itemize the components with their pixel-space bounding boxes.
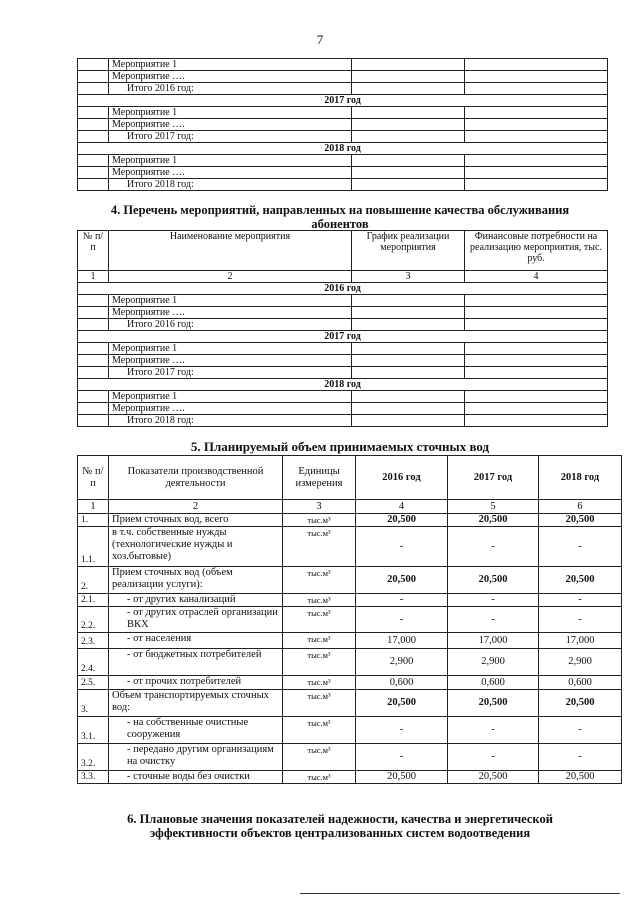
value-cell: -	[448, 744, 539, 771]
row-number: 2.	[78, 567, 109, 594]
year-row	[78, 95, 608, 107]
section5-title: 5. Планируемый объем принимаемых сточных вод	[190, 439, 490, 454]
cell-measure-name: Мероприятие ….	[109, 403, 352, 415]
col-header-indicator: Показатели производственной деятельности	[109, 456, 283, 500]
cell-finance	[465, 59, 608, 71]
indicator-row	[78, 690, 622, 717]
cell-measure-name: Итого 2017 год:	[109, 131, 352, 143]
measure-row	[78, 355, 608, 367]
cell-finance	[465, 155, 608, 167]
cell-num	[78, 83, 109, 95]
value-cell: -	[356, 527, 448, 567]
value-cell: -	[356, 607, 448, 633]
cell-finance	[465, 319, 608, 331]
col-number: 4	[465, 271, 608, 283]
cell-schedule	[352, 295, 465, 307]
cell-measure-name: Мероприятие 1	[109, 107, 352, 119]
cell-num	[78, 59, 109, 71]
cell-schedule	[352, 367, 465, 379]
cell-num	[78, 71, 109, 83]
unit-cell: тыс.м³	[283, 717, 356, 744]
value-cell: 17,000	[539, 633, 622, 649]
row-number: 3.1.	[78, 717, 109, 744]
unit-cell: тыс.м³	[283, 514, 356, 527]
cell-finance	[465, 83, 608, 95]
indicator-name: - на собственные очистные сооружения	[109, 717, 283, 744]
cell-finance	[465, 415, 608, 427]
cell-measure-name: Мероприятие ….	[109, 307, 352, 319]
indicator-name: - от бюджетных потребителей	[109, 649, 283, 676]
cell-measure-name: Мероприятие ….	[109, 355, 352, 367]
cell-measure-name: Мероприятие ….	[109, 119, 352, 131]
value-cell: 20,500	[448, 771, 539, 784]
cell-finance	[465, 403, 608, 415]
cell-measure-name: Мероприятие ….	[109, 71, 352, 83]
measure-row	[78, 179, 608, 191]
cell-num	[78, 155, 109, 167]
col-header-schedule: График реализации мероприятия	[352, 231, 465, 271]
cell-num	[78, 295, 109, 307]
col-number: 6	[539, 500, 622, 514]
cell-schedule	[352, 319, 465, 331]
indicator-row	[78, 717, 622, 744]
cell-measure-name: Мероприятие 1	[109, 295, 352, 307]
cell-num	[78, 355, 109, 367]
col-number: 4	[356, 500, 448, 514]
measure-row	[78, 403, 608, 415]
cell-measure-name: Итого 2017 год:	[109, 367, 352, 379]
value-cell: 2,900	[539, 649, 622, 676]
measure-row	[78, 415, 608, 427]
year-row	[78, 143, 608, 155]
value-cell: 20,500	[356, 567, 448, 594]
value-cell: 20,500	[356, 771, 448, 784]
cell-finance	[465, 367, 608, 379]
indicator-row	[78, 676, 622, 690]
value-cell: 20,500	[356, 514, 448, 527]
measure-row	[78, 131, 608, 143]
cell-schedule	[352, 119, 465, 131]
indicator-row	[78, 744, 622, 771]
col-number: 5	[448, 500, 539, 514]
value-cell: -	[356, 744, 448, 771]
value-cell: -	[448, 527, 539, 567]
col-number: 1	[78, 271, 109, 283]
year-label: 2017 год	[78, 95, 608, 107]
col-number: 2	[109, 271, 352, 283]
unit-cell: тыс.м³	[283, 527, 356, 567]
cell-num	[78, 403, 109, 415]
value-cell: -	[356, 594, 448, 607]
row-number: 1.	[78, 514, 109, 527]
value-cell: 2,900	[356, 649, 448, 676]
value-cell: -	[448, 607, 539, 633]
cell-num	[78, 167, 109, 179]
cell-num	[78, 367, 109, 379]
measure-row	[78, 71, 608, 83]
measure-row	[78, 119, 608, 131]
col-number: 3	[352, 271, 465, 283]
indicator-name: - от других отраслей организации ВКХ	[109, 607, 283, 633]
value-cell: 20,500	[356, 690, 448, 717]
cell-finance	[465, 391, 608, 403]
year-label: 2016 год	[78, 283, 608, 295]
col-header-num: № п/п	[78, 456, 109, 500]
indicator-name: в т.ч. собственные нужды (технологические нужды и хоз.бытовые)	[109, 527, 283, 567]
measure-row	[78, 307, 608, 319]
cell-measure-name: Итого 2016 год:	[109, 319, 352, 331]
indicator-name: - сточные воды без очистки	[109, 771, 283, 784]
cell-schedule	[352, 167, 465, 179]
row-number: 2.2.	[78, 607, 109, 633]
measure-row	[78, 295, 608, 307]
cell-num	[78, 131, 109, 143]
value-cell: -	[356, 717, 448, 744]
indicator-row	[78, 594, 622, 607]
indicator-name: - передано другим организациям на очистку	[109, 744, 283, 771]
unit-cell: тыс.м³	[283, 633, 356, 649]
value-cell: 0,600	[539, 676, 622, 690]
measure-row	[78, 391, 608, 403]
value-cell: 0,600	[448, 676, 539, 690]
row-number: 3.2.	[78, 744, 109, 771]
cell-measure-name: Мероприятие 1	[109, 343, 352, 355]
indicator-row	[78, 771, 622, 784]
indicator-row	[78, 633, 622, 649]
cell-schedule	[352, 59, 465, 71]
row-number: 3.	[78, 690, 109, 717]
cell-num	[78, 343, 109, 355]
indicator-row	[78, 649, 622, 676]
value-cell: 20,500	[539, 690, 622, 717]
cell-schedule	[352, 307, 465, 319]
measure-row	[78, 107, 608, 119]
indicator-name: Объем транспортируемых сточных вод:	[109, 690, 283, 717]
section6-title: 6. Плановые значения показателей надежности, качества и энергетической эффективности объектов централизованных систем водоотведения	[127, 812, 553, 840]
cell-measure-name: Итого 2018 год:	[109, 179, 352, 191]
value-cell: 17,000	[356, 633, 448, 649]
indicator-name: Прием сточных вод, всего	[109, 514, 283, 527]
value-cell: 2,900	[448, 649, 539, 676]
col-header-2017: 2017 год	[448, 456, 539, 500]
row-number: 2.1.	[78, 594, 109, 607]
cell-finance	[465, 167, 608, 179]
cell-finance	[465, 355, 608, 367]
cell-schedule	[352, 403, 465, 415]
indicator-row	[78, 607, 622, 633]
value-cell: 20,500	[448, 690, 539, 717]
cell-measure-name: Мероприятие ….	[109, 167, 352, 179]
unit-cell: тыс.м³	[283, 676, 356, 690]
col-header-num: № п/п	[78, 231, 109, 271]
measure-row	[78, 343, 608, 355]
unit-cell: тыс.м³	[283, 744, 356, 771]
measures-table-continued	[77, 58, 608, 191]
footer-rule	[300, 893, 620, 894]
measure-row	[78, 83, 608, 95]
unit-cell: тыс.м³	[283, 607, 356, 633]
cell-num	[78, 107, 109, 119]
cell-schedule	[352, 155, 465, 167]
value-cell: -	[448, 717, 539, 744]
cell-finance	[465, 295, 608, 307]
unit-cell: тыс.м³	[283, 594, 356, 607]
col-header-2016: 2016 год	[356, 456, 448, 500]
cell-num	[78, 391, 109, 403]
value-cell: 20,500	[539, 567, 622, 594]
cell-measure-name: Мероприятие 1	[109, 155, 352, 167]
value-cell: -	[539, 527, 622, 567]
col-header-name: Наименование мероприятия	[109, 231, 352, 271]
col-header-finance: Финансовые потребности на реализацию мероприятия, тыс. руб.	[465, 231, 608, 271]
cell-num	[78, 179, 109, 191]
value-cell: 20,500	[539, 514, 622, 527]
indicator-name: - от населения	[109, 633, 283, 649]
measure-row	[78, 167, 608, 179]
measure-row	[78, 367, 608, 379]
year-row	[78, 331, 608, 343]
cell-schedule	[352, 131, 465, 143]
indicator-name: - от прочих потребителей	[109, 676, 283, 690]
measure-row	[78, 59, 608, 71]
cell-num	[78, 415, 109, 427]
value-cell: -	[448, 594, 539, 607]
page-number: 7	[316, 32, 324, 47]
cell-finance	[465, 119, 608, 131]
row-number: 3.3.	[78, 771, 109, 784]
cell-schedule	[352, 179, 465, 191]
year-row	[78, 379, 608, 391]
value-cell: -	[539, 744, 622, 771]
cell-finance	[465, 307, 608, 319]
cell-schedule	[352, 391, 465, 403]
value-cell: 17,000	[448, 633, 539, 649]
year-label: 2018 год	[78, 143, 608, 155]
measure-row	[78, 155, 608, 167]
indicator-name: - от других канализаций	[109, 594, 283, 607]
value-cell: 20,500	[539, 771, 622, 784]
cell-schedule	[352, 343, 465, 355]
cell-measure-name: Мероприятие 1	[109, 59, 352, 71]
measure-row	[78, 319, 608, 331]
row-number: 1.1.	[78, 527, 109, 567]
unit-cell: тыс.м³	[283, 771, 356, 784]
value-cell: 20,500	[448, 567, 539, 594]
cell-measure-name: Итого 2018 год:	[109, 415, 352, 427]
cell-num	[78, 119, 109, 131]
cell-finance	[465, 343, 608, 355]
col-number: 1	[78, 500, 109, 514]
indicator-row	[78, 514, 622, 527]
value-cell: 0,600	[356, 676, 448, 690]
year-label: 2017 год	[78, 331, 608, 343]
indicator-row	[78, 527, 622, 567]
cell-num	[78, 319, 109, 331]
cell-num	[78, 307, 109, 319]
indicator-row	[78, 567, 622, 594]
year-label: 2018 год	[78, 379, 608, 391]
cell-schedule	[352, 107, 465, 119]
wastewater-volume-table	[77, 455, 622, 784]
value-cell: -	[539, 607, 622, 633]
col-header-unit: Единицы измерения	[283, 456, 356, 500]
col-header-2018: 2018 год	[539, 456, 622, 500]
row-number: 2.4.	[78, 649, 109, 676]
cell-finance	[465, 179, 608, 191]
indicator-name: Прием сточных вод (объем реализации услуги):	[109, 567, 283, 594]
cell-measure-name: Итого 2016 год:	[109, 83, 352, 95]
value-cell: 20,500	[448, 514, 539, 527]
col-number: 3	[283, 500, 356, 514]
col-number: 2	[109, 500, 283, 514]
value-cell: -	[539, 717, 622, 744]
cell-schedule	[352, 415, 465, 427]
service-quality-measures-table	[77, 230, 608, 427]
unit-cell: тыс.м³	[283, 690, 356, 717]
cell-schedule	[352, 83, 465, 95]
cell-schedule	[352, 71, 465, 83]
cell-finance	[465, 107, 608, 119]
cell-finance	[465, 131, 608, 143]
row-number: 2.5.	[78, 676, 109, 690]
row-number: 2.3.	[78, 633, 109, 649]
section4-title: 4. Перечень мероприятий, направленных на повышение качества обслуживания абонентов	[110, 203, 570, 231]
unit-cell: тыс.м³	[283, 567, 356, 594]
unit-cell: тыс.м³	[283, 649, 356, 676]
year-row	[78, 283, 608, 295]
cell-schedule	[352, 355, 465, 367]
value-cell: -	[539, 594, 622, 607]
cell-finance	[465, 71, 608, 83]
cell-measure-name: Мероприятие 1	[109, 391, 352, 403]
